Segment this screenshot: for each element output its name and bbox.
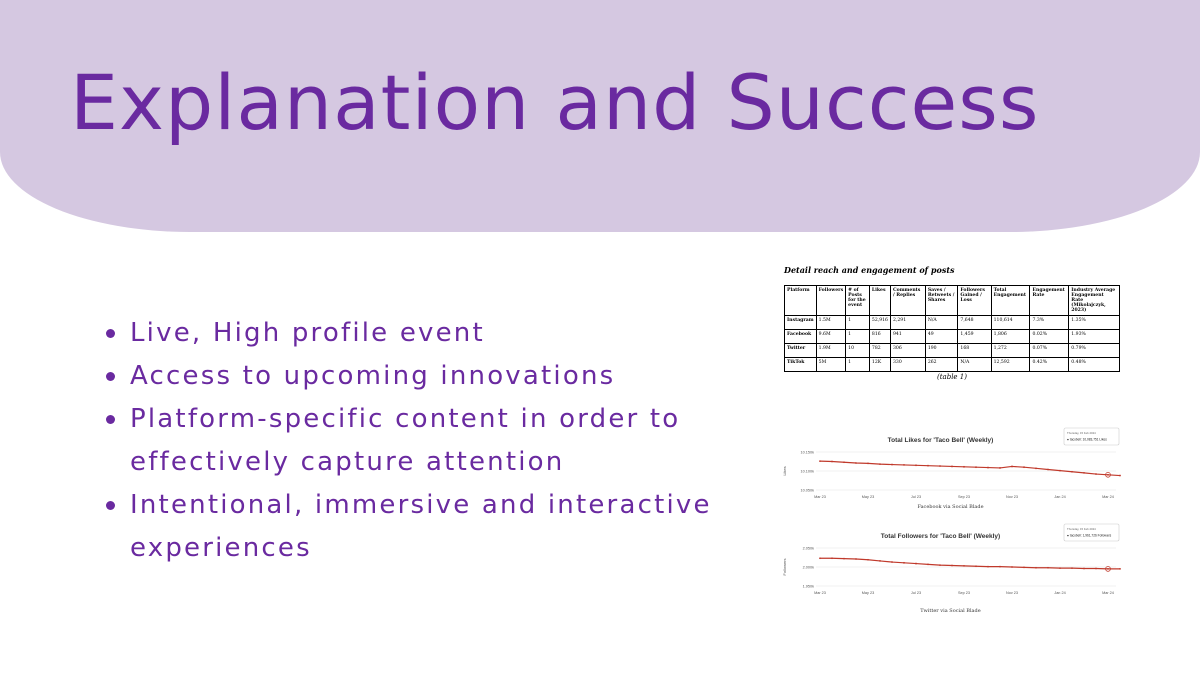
table-cell: 190 [925,344,958,358]
table-cell: Twitter [785,344,817,358]
data-point [975,466,977,468]
table-row [785,358,1120,372]
data-point [1107,568,1109,570]
data-point [843,558,845,560]
bullet-item: Intentional, immersive and interactive experiences [106,484,726,570]
bullet-item: Platform-specific content in order to effectively capture attention [106,398,726,484]
table-row [785,344,1120,358]
table-cell: 306 [890,344,925,358]
table-cell: 7,648 [958,316,991,330]
table-cell: 52,916 [869,316,890,330]
column-header: Followers Gained / Loss [958,286,991,316]
data-point [903,464,905,466]
table-cell: 9.6M [816,330,846,344]
x-tick-label: Jul 23 [910,495,922,499]
x-tick-label: Mar 24 [1102,591,1114,595]
data-point [1119,475,1121,477]
tooltip-date: Thursday, 15 Feb 2024 [1067,431,1096,435]
table-cell: 110,614 [991,316,1030,330]
data-point [1095,473,1097,475]
table-cell: 0.02% [1030,330,1069,344]
data-point [867,559,869,561]
table-cell: 1,806 [991,330,1030,344]
data-point [891,464,893,466]
data-point [819,557,821,559]
data-point [1119,568,1121,570]
data-point [1071,567,1073,569]
data-point [939,564,941,566]
table-cell: 0.79% [1069,344,1120,358]
data-point [1011,566,1013,568]
table-row [785,330,1120,344]
data-point [1059,567,1061,569]
data-point [855,558,857,560]
table-cell: 1 [846,358,870,372]
x-tick-label: Sep 23 [957,495,971,499]
data-point [963,565,965,567]
table-cell: Facebook [785,330,817,344]
data-point [891,561,893,563]
table-title: Detail reach and engagement of posts [784,265,955,275]
data-point [831,557,833,559]
data-point [999,467,1001,469]
column-header: Industry Average Engagement Rate (Mikolajczyk, 2023) [1069,286,1120,316]
data-point [879,560,881,562]
column-header: # of Posts for the event [846,286,870,316]
table-cell: 12K [869,358,890,372]
y-tick-label: 10.150k [800,450,814,455]
data-point [1047,567,1049,569]
chart-source: Twitter via Social Blade [920,608,981,614]
bullet-item: Access to upcoming innovations [106,355,726,398]
table-cell: 168 [958,344,991,358]
y-axis-label: Followers [782,558,787,576]
y-axis-label: Likes [782,466,787,476]
x-tick-label: Jan 24 [1054,495,1066,499]
x-tick-label: Nov 23 [1005,495,1019,499]
column-header: Engagement Rate [1030,286,1069,316]
table-header-row [785,286,1120,316]
x-tick-label: Jan 24 [1054,591,1066,595]
y-tick-label: 2.000k [802,565,814,570]
column-header: Total Engagement [991,286,1030,316]
table-cell: 782 [869,344,890,358]
bullet-list [106,312,726,570]
engagement-table-figure [784,265,1120,381]
table-cell: 12,592 [991,358,1030,372]
chart-title: Total Followers for 'Taco Bell' (Weekly) [880,533,1001,540]
data-point [975,565,977,567]
x-tick-label: May 23 [861,495,875,499]
x-tick-label: Nov 23 [1005,591,1019,595]
followers-chart [778,520,1123,600]
table-cell: N/A [925,316,958,330]
data-point [927,465,929,467]
table-cell: Instagram [785,316,817,330]
x-tick-label: May 23 [861,591,875,595]
table-cell: 0.42% [1030,358,1069,372]
table-cell: 1.5M [816,316,846,330]
slide-title: Explanation and Success [70,58,1040,147]
chart-source: Facebook via Social Blade [917,504,984,510]
table-cell: 1 [846,330,870,344]
table-cell: 7.3% [1030,316,1069,330]
data-point [855,462,857,464]
table-cell: 330 [890,358,925,372]
data-point [999,566,1001,568]
table-cell: 10 [846,344,870,358]
data-point [1011,466,1013,468]
table-cell: TikTok [785,358,817,372]
table-caption: (table 1) [937,373,967,381]
table-cell: 1.35% [1069,316,1120,330]
y-tick-label: 2.050k [802,546,814,551]
data-point [819,460,821,462]
column-header: Saves / Retweets / Shares [925,286,958,316]
x-tick-label: Sep 23 [957,591,971,595]
data-point [1035,467,1037,469]
data-point [1023,466,1025,468]
tooltip-date: Thursday, 15 Feb 2024 [1067,527,1096,531]
table-cell: 0.07% [1030,344,1069,358]
data-point [915,464,917,466]
data-point [1107,474,1109,476]
data-point [927,563,929,565]
tooltip-value: ● tacobell: 1,961,726 Followers [1067,533,1112,538]
table-cell: 49 [925,330,958,344]
likes-chart [778,424,1123,504]
data-point [939,465,941,467]
likes-chart-figure [778,424,1123,510]
y-tick-label: 10.100k [800,469,814,474]
table-cell: 1,272 [991,344,1030,358]
table-cell: 1,459 [958,330,991,344]
data-point [987,467,989,469]
table-cell: 262 [925,358,958,372]
table-cell: 2,291 [890,316,925,330]
data-point [879,463,881,465]
data-point [1083,568,1085,570]
column-header: Followers [816,286,846,316]
data-point [951,565,953,567]
data-point [831,461,833,463]
table-cell: 1 [846,316,870,330]
column-header: Platform [785,286,817,316]
data-point [1047,469,1049,471]
data-point [903,562,905,564]
table-cell: 5M [816,358,846,372]
y-tick-label: 1.950k [802,584,814,589]
engagement-table [784,285,1120,372]
x-tick-label: Mar 23 [814,495,826,499]
table-cell: 0.48% [1069,358,1120,372]
x-tick-label: Mar 23 [814,591,826,595]
followers-chart-figure [778,520,1123,614]
x-tick-label: Mar 24 [1102,495,1114,499]
bullet-item: Live, High profile event [106,312,726,355]
data-point [1023,566,1025,568]
data-point [1035,567,1037,569]
table-cell: N/A [958,358,991,372]
data-point [867,463,869,465]
data-point [1059,470,1061,472]
table-row [785,316,1120,330]
data-point [987,566,989,568]
y-tick-label: 10.050k [800,488,814,493]
chart-title: Total Likes for 'Taco Bell' (Weekly) [887,437,994,444]
x-tick-label: Jul 23 [910,591,922,595]
data-point [951,466,953,468]
data-point [1095,568,1097,570]
data-point [963,466,965,468]
table-cell: 1.93% [1069,330,1120,344]
data-point [915,563,917,565]
column-header: Likes [869,286,890,316]
table-cell: 941 [890,330,925,344]
data-point [1071,471,1073,473]
data-point [1083,472,1085,474]
data-point [843,461,845,463]
column-header: Comments / Replies [890,286,925,316]
tooltip-value: ● tacobell: 10,083,751 Likes [1067,437,1107,442]
table-cell: 1.9M [816,344,846,358]
table-cell: 816 [869,330,890,344]
